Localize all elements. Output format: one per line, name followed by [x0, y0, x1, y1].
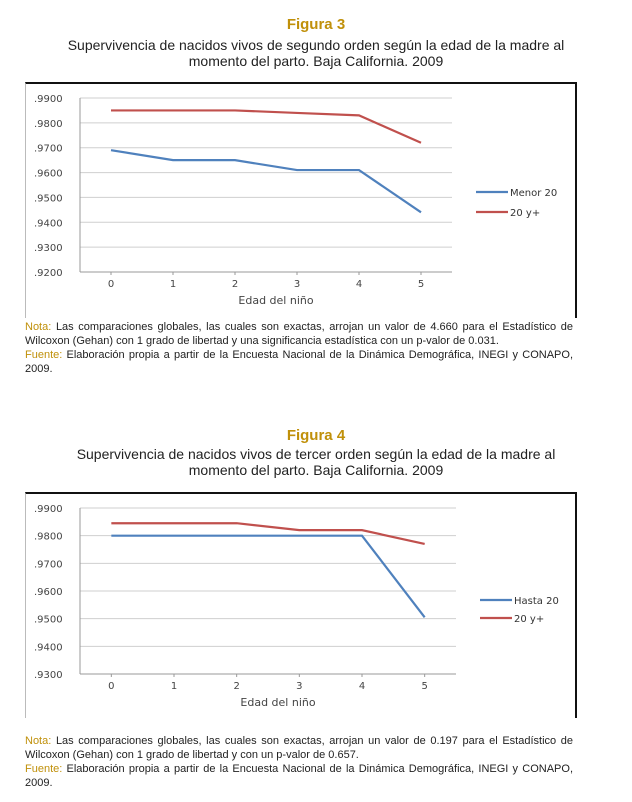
x-axis-label: Edad del niño: [238, 294, 314, 307]
figure-4-note: [25, 734, 573, 762]
y-tick-label: .9600: [34, 587, 63, 598]
figure-3-chart: [25, 82, 577, 318]
figure-4-subtitle-line2: momento del parto. Baja California. 2009: [188, 462, 444, 478]
figure-4-subtitle-line1: Supervivencia de nacidos vivos de tercer orden según la edad de la madre al: [76, 446, 556, 462]
x-axis-label: Edad del niño: [240, 696, 316, 709]
figure-3-subtitle-line1: Supervivencia de nacidos vivos de segundo orden según la edad de la madre al: [67, 37, 565, 53]
figure-4-notes: [25, 734, 573, 790]
x-tick-label: 4: [358, 681, 366, 692]
series-line-1: [111, 523, 424, 544]
y-tick-label: .9900: [34, 94, 63, 105]
source-label: Fuente:: [25, 763, 63, 775]
y-tick-label: .9300: [34, 670, 63, 681]
note-label: Nota:: [25, 321, 52, 333]
source-label: Fuente:: [25, 349, 63, 361]
note-label: Nota:: [25, 735, 52, 747]
x-tick-label: 3: [296, 681, 303, 692]
figure-3-subtitle-line2: momento del parto. Baja California. 2009: [188, 53, 444, 69]
y-tick-label: .9500: [34, 614, 63, 626]
figure-4-title: Figura 4: [286, 427, 346, 444]
figure-3-title: Figura 3: [286, 16, 346, 33]
legend-label: Hasta 20: [514, 596, 559, 607]
y-tick-label: .9200: [34, 268, 63, 279]
figure-3-note: [25, 320, 573, 348]
figure-3-notes: [25, 320, 573, 376]
x-tick-label: 5: [421, 681, 428, 692]
x-tick-label: 2: [233, 681, 240, 692]
y-tick-label: .9600: [34, 168, 63, 180]
figure-4-chart-svg: [26, 494, 578, 718]
series-line-1: [111, 110, 421, 142]
figure-3-subtitle: [40, 37, 592, 69]
figure-3-chart-svg: [26, 84, 578, 318]
y-tick-label: .9700: [34, 559, 63, 571]
y-tick-label: .9400: [34, 218, 63, 230]
x-tick-label: 3: [293, 279, 301, 290]
y-tick-label: .9400: [34, 642, 63, 654]
series-line-0: [111, 536, 424, 618]
series-line-0: [111, 150, 421, 212]
note-text: Las comparaciones globales, las cuales son exactas, arrojan un valor de 4.660 para el Estadístico de Wilcoxon (Gehan) con 1 grado de libertad y una significancia estadística con un p-valor de 0.031.: [25, 321, 573, 347]
legend-label: 20 y+: [510, 208, 541, 219]
x-tick-label: 1: [170, 681, 178, 692]
figure-4-chart: [25, 492, 577, 718]
legend-label: 20 y+: [514, 614, 545, 625]
x-tick-label: 4: [355, 279, 363, 290]
figure-3-source: [25, 348, 573, 376]
source-text: Elaboración propia a partir de la Encuesta Nacional de la Dinámica Demográfica, INEGI y CONAPO, 2009.: [25, 763, 573, 789]
y-tick-label: .9900: [34, 504, 63, 515]
legend-label: Menor 20: [510, 188, 558, 199]
y-tick-label: .9800: [34, 531, 63, 543]
x-tick-label: 0: [108, 681, 115, 692]
y-tick-label: .9500: [34, 193, 63, 205]
y-tick-label: .9300: [34, 243, 63, 255]
x-tick-label: 0: [107, 279, 115, 290]
source-text: Elaboración propia a partir de la Encuesta Nacional de la Dinámica Demográfica, INEGI y CONAPO, 2009.: [25, 349, 573, 375]
x-tick-label: 2: [231, 279, 239, 290]
x-tick-label: 5: [417, 279, 425, 290]
x-tick-label: 1: [169, 279, 177, 290]
y-tick-label: .9800: [34, 118, 63, 130]
note-text: Las comparaciones globales, las cuales son exactas, arrojan un valor de 0.197 para el Estadístico de Wilcoxon (Gehan) con 1 grado de libertad y con un p-valor de 0.657.: [25, 735, 573, 761]
figure-4-subtitle: [40, 446, 592, 478]
figure-4-source: [25, 762, 573, 790]
y-tick-label: .9700: [34, 143, 63, 155]
